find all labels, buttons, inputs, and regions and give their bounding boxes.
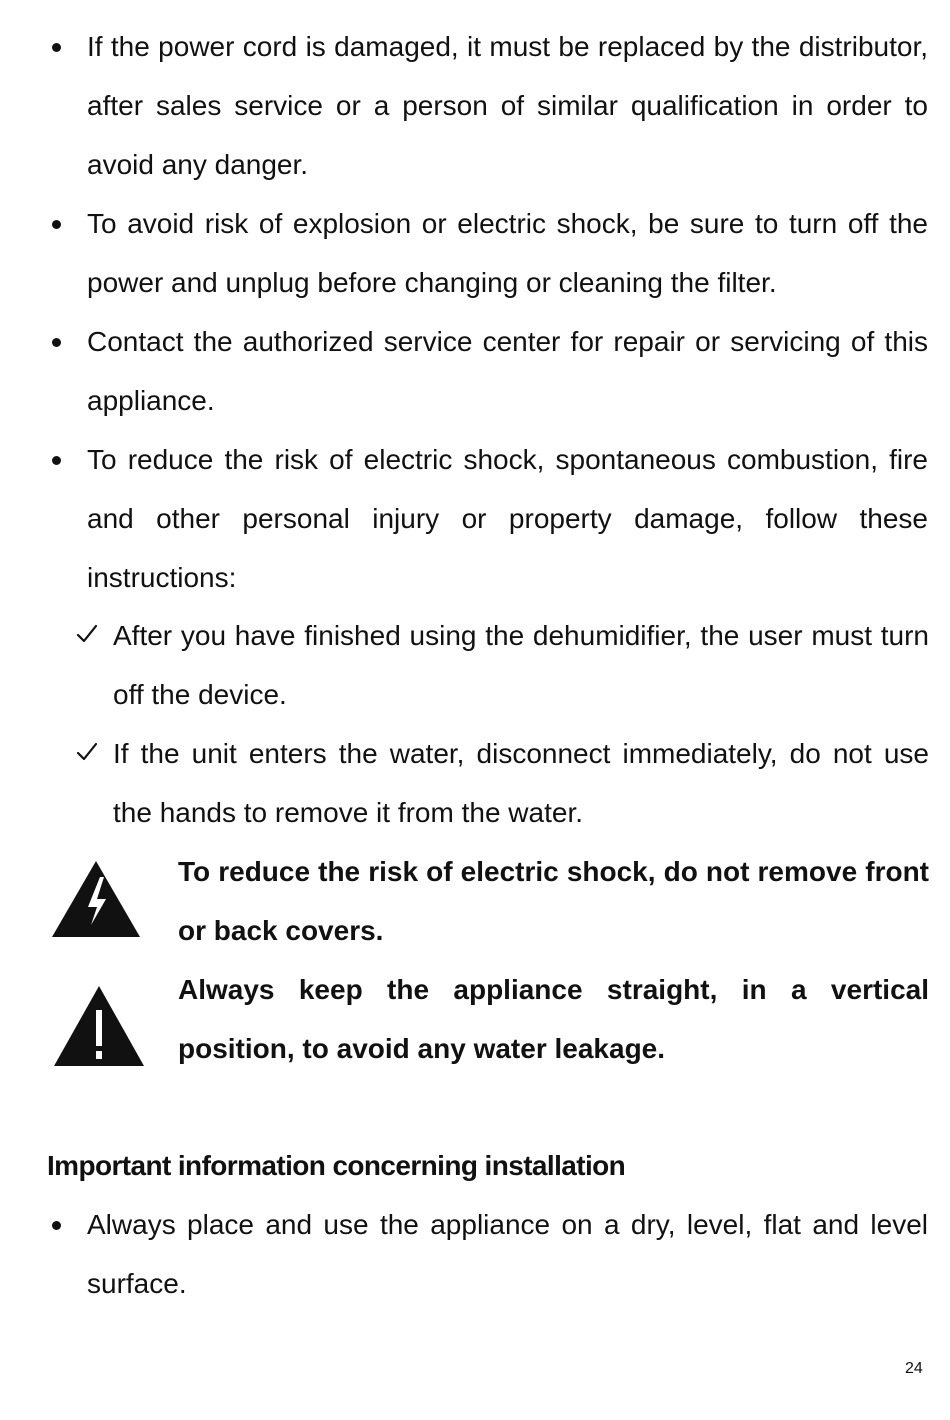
exclamation-warning-icon <box>52 984 146 1068</box>
bullet-text: If the power cord is damaged, it must be replaced by the distributor, after sales service or a person of similar qualification in order to avoid any danger. <box>87 31 928 180</box>
warning-text: Always keep the appliance straight, in a vertical position, to avoid any water leakage. <box>178 974 929 1064</box>
electric-shock-warning-icon <box>50 859 142 939</box>
bullet-marker <box>52 338 61 347</box>
bullet-marker <box>52 456 61 465</box>
bullet-text: Always place and use the appliance on a dry, level, flat and level surface. <box>87 1209 928 1299</box>
bullet-text: To avoid risk of explosion or electric shock, be sure to turn off the power and unplug before changing or cleaning the filter. <box>87 208 928 298</box>
checkmark-icon <box>76 623 98 645</box>
bullet-text: To reduce the risk of electric shock, spontaneous combustion, fire and other personal injury or property damage, follow these instructions: <box>87 444 928 593</box>
bullet-text: Contact the authorized service center for repair or servicing of this appliance. <box>87 326 928 416</box>
warning-text: To reduce the risk of electric shock, do not remove front or back covers. <box>178 856 929 946</box>
sub-item-text: If the unit enters the water, disconnect immediately, do not use the hands to remove it from the water. <box>113 738 929 828</box>
page-number: 24 <box>905 1360 923 1377</box>
bullet-marker <box>52 43 61 52</box>
section-heading: Important information concerning installation <box>47 1150 626 1181</box>
bullet-marker <box>52 220 61 229</box>
bullet-marker <box>52 1221 61 1230</box>
checkmark-icon <box>76 741 98 763</box>
sub-item-text: After you have finished using the dehumidifier, the user must turn off the device. <box>113 620 929 710</box>
